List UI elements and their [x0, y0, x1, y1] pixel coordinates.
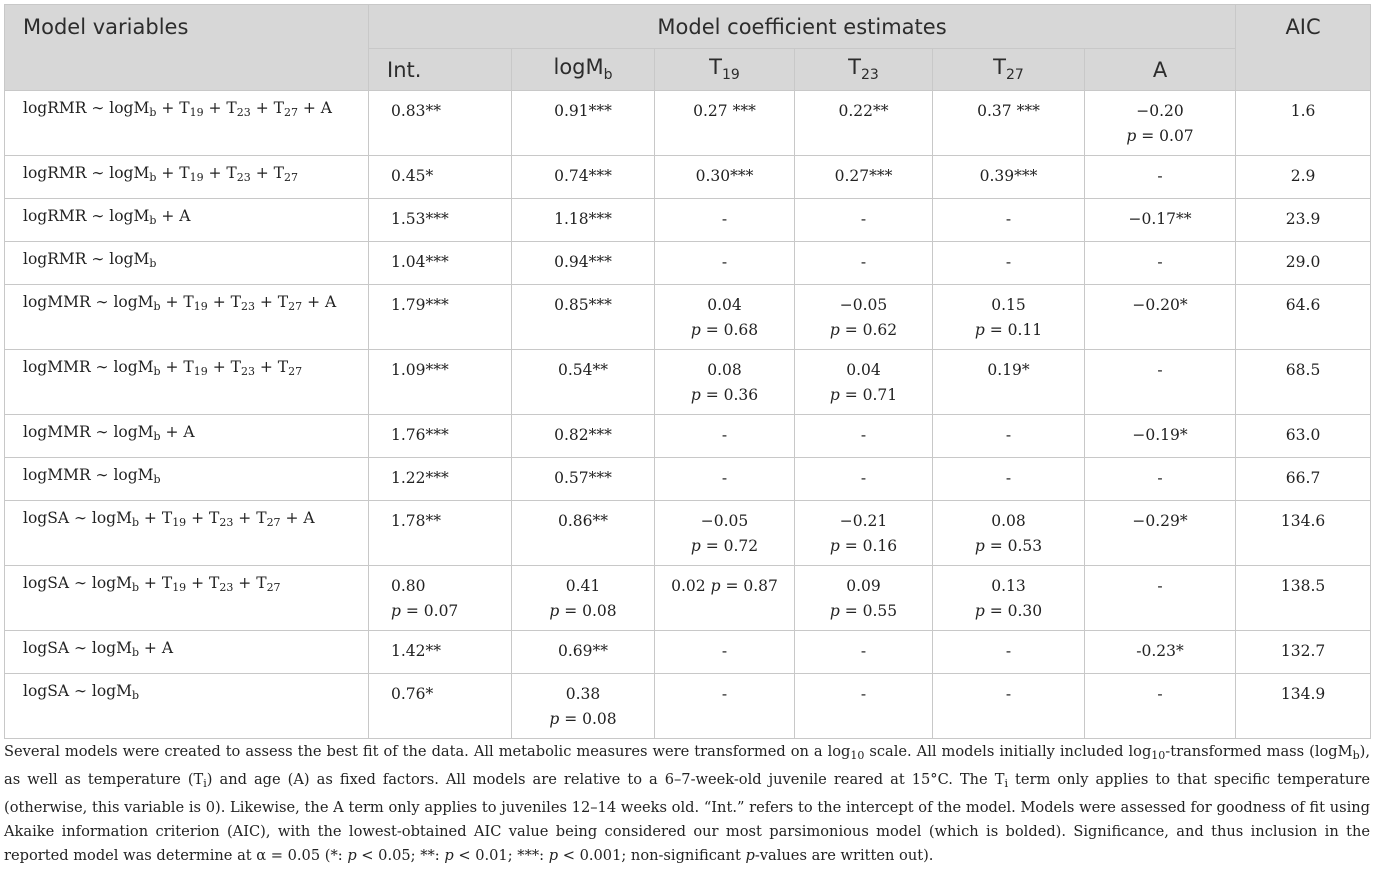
cell-aic: 23.9	[1236, 199, 1371, 242]
table-row	[5, 458, 1371, 501]
cell-t23: -	[795, 199, 933, 242]
cell-t23: -	[795, 242, 933, 285]
cell-logmb: 0.74***	[512, 156, 655, 199]
cell-t27: -	[933, 415, 1085, 458]
cell-logmb: 0.41 p = 0.08	[512, 566, 655, 631]
header-coefficient-estimates: Model coefficient estimates	[369, 5, 1236, 49]
model-formula: logRMR ∼ logM$_b$ + A	[5, 199, 369, 242]
model-formula: logMMR ∼ logM$_b$ + A	[5, 415, 369, 458]
cell-aic: 132.7	[1236, 631, 1371, 674]
cell-a: -	[1085, 350, 1236, 415]
cell-a: -	[1085, 458, 1236, 501]
cell-t27: -	[933, 242, 1085, 285]
table-row	[5, 285, 1371, 350]
model-formula: logSA ∼ $\log M_b + T_{19} + T_{23} + T_{27}$	[5, 566, 369, 631]
cell-logmb: 0.38 p = 0.08	[512, 674, 655, 739]
cell-int: 0.76*	[369, 674, 512, 739]
header-col-subscript: 19	[722, 67, 740, 84]
cell-int: 1.22***	[369, 458, 512, 501]
cell-int: 0.45*	[369, 156, 512, 199]
table-caption: Several models were created to assess the best fit of the data. All metabolic measures were transformed on a $\log_{10}$ scale. All models initially included $\log_{10}$-transformed mass (logM$_b$), as well as temperature $(T_i)$ and age (A) as fixed factors. All models are relative to a 6–7-week-old juvenile reared at 15°C. The $T_i$ term only applies to that specific temperature (otherwise, this variable is 0). Likewise, the A term only applies to juveniles 12–14 weeks old. “Int.” refers to the intercept of the model. Models were assessed for goodness of fit using Akaike information criterion (AIC), with the lowest-obtained AIC value being considered our most parsimonious model (which is bolded). Significance, and thus inclusion in the reported model was determine at α = 0.05 (*: p < 0.05; **: p < 0.01; ***: p < 0.001; non-significant p-values are written out).	[4, 743, 1370, 864]
cell-int: 1.79***	[369, 285, 512, 350]
cell-t23: −0.21 p = 0.16	[795, 501, 933, 566]
table-row	[5, 501, 1371, 566]
header-model-variables: Model variables	[5, 5, 369, 91]
header-col-label: T	[709, 55, 722, 80]
cell-int: 1.53***	[369, 199, 512, 242]
header-col-subscript: b	[603, 67, 613, 84]
cell-a: −0.20*	[1085, 285, 1236, 350]
cell-logmb: 0.54**	[512, 350, 655, 415]
header-col-t27	[933, 49, 1085, 91]
cell-t19: -	[655, 415, 795, 458]
cell-logmb: 0.91***	[512, 91, 655, 156]
cell-int: 1.42**	[369, 631, 512, 674]
cell-t27: 0.19*	[933, 350, 1085, 415]
cell-t23: -	[795, 458, 933, 501]
header-col-label: logM	[553, 55, 604, 80]
cell-aic: 134.9	[1236, 674, 1371, 739]
cell-int: 1.04***	[369, 242, 512, 285]
cell-t27: -	[933, 199, 1085, 242]
cell-int: 1.76***	[369, 415, 512, 458]
cell-t27: -	[933, 458, 1085, 501]
cell-t19: 0.04 p = 0.68	[655, 285, 795, 350]
header-col-logmb	[512, 49, 655, 91]
cell-a: −0.19*	[1085, 415, 1236, 458]
cell-t27: -	[933, 631, 1085, 674]
header-col-t19	[655, 49, 795, 91]
cell-int: 1.09***	[369, 350, 512, 415]
header-col-label: T	[848, 55, 861, 80]
cell-int: 0.83**	[369, 91, 512, 156]
table-row	[5, 631, 1371, 674]
cell-t19: -	[655, 458, 795, 501]
cell-logmb: 0.86**	[512, 501, 655, 566]
cell-t23: -	[795, 674, 933, 739]
cell-t23: -	[795, 631, 933, 674]
model-formula: logRMR ∼ logM$_b$	[5, 242, 369, 285]
table-row	[5, 415, 1371, 458]
cell-logmb: 1.18***	[512, 199, 655, 242]
cell-t19: -	[655, 631, 795, 674]
cell-int: 0.80 p = 0.07	[369, 566, 512, 631]
header-col-subscript: 27	[1006, 67, 1024, 84]
cell-t27: 0.15 p = 0.11	[933, 285, 1085, 350]
model-formula: logSA ∼ logM$_b$	[5, 674, 369, 739]
cell-t23: 0.09 p = 0.55	[795, 566, 933, 631]
header-col-subscript: 23	[861, 67, 879, 84]
cell-t19: 0.02 p = 0.87	[655, 566, 795, 631]
cell-t19: -	[655, 242, 795, 285]
cell-t27: 0.39***	[933, 156, 1085, 199]
cell-t23: 0.04 p = 0.71	[795, 350, 933, 415]
header-col-label: Int.	[387, 57, 422, 82]
cell-t23: −0.05 p = 0.62	[795, 285, 933, 350]
header-col-t23	[795, 49, 933, 91]
model-formula: logMMR ∼ $\log M_b + T_{19} + T_{23} + T_{27}$	[5, 350, 369, 415]
cell-t27: 0.37 ***	[933, 91, 1085, 156]
cell-t19: 0.08 p = 0.36	[655, 350, 795, 415]
cell-t23: -	[795, 415, 933, 458]
cell-a: -	[1085, 156, 1236, 199]
cell-aic: 64.6	[1236, 285, 1371, 350]
cell-t19: 0.27 ***	[655, 91, 795, 156]
cell-a: -0.23*	[1085, 631, 1236, 674]
cell-t23: 0.22**	[795, 91, 933, 156]
model-formula: logSA ∼ $\log M_b + T_{19} + T_{23} + T_{27} + A$	[5, 501, 369, 566]
cell-a: -	[1085, 242, 1236, 285]
cell-a: −0.20 p = 0.07	[1085, 91, 1236, 156]
table-row	[5, 674, 1371, 739]
coefficient-table	[4, 4, 1371, 739]
table-row	[5, 350, 1371, 415]
model-formula: logSA ∼ logM$_b$ + A	[5, 631, 369, 674]
cell-aic: 138.5	[1236, 566, 1371, 631]
cell-aic: 134.6	[1236, 501, 1371, 566]
model-formula: logRMR ∼ $\log M_b + T_{19} + T_{23} + T_{27} + A$	[5, 91, 369, 156]
header-col-a	[1085, 49, 1236, 91]
cell-t19: -	[655, 674, 795, 739]
model-formula: logMMR ∼ logM$_b$	[5, 458, 369, 501]
cell-aic: 63.0	[1236, 415, 1371, 458]
cell-aic: 66.7	[1236, 458, 1371, 501]
cell-aic: 2.9	[1236, 156, 1371, 199]
cell-t27: 0.08 p = 0.53	[933, 501, 1085, 566]
table-row	[5, 566, 1371, 631]
cell-t19: −0.05 p = 0.72	[655, 501, 795, 566]
header-col-int	[369, 49, 512, 91]
cell-a: −0.29*	[1085, 501, 1236, 566]
table-row	[5, 156, 1371, 199]
cell-t27: 0.13 p = 0.30	[933, 566, 1085, 631]
cell-aic: 1.6	[1236, 91, 1371, 156]
cell-a: -	[1085, 674, 1236, 739]
table-row	[5, 91, 1371, 156]
cell-aic: 29.0	[1236, 242, 1371, 285]
cell-logmb: 0.94***	[512, 242, 655, 285]
model-formula: logRMR ∼ $\log M_b + T_{19} + T_{23} + T_{27}$	[5, 156, 369, 199]
table-row	[5, 199, 1371, 242]
cell-t23: 0.27***	[795, 156, 933, 199]
cell-aic: 68.5	[1236, 350, 1371, 415]
table-row	[5, 242, 1371, 285]
cell-a: -	[1085, 566, 1236, 631]
cell-t19: 0.30***	[655, 156, 795, 199]
model-formula: logMMR ∼ $\log M_b + T_{19} + T_{23} + T_{27} + A$	[5, 285, 369, 350]
cell-logmb: 0.69**	[512, 631, 655, 674]
header-aic: AIC	[1236, 5, 1371, 91]
cell-int: 1.78**	[369, 501, 512, 566]
header-col-label: A	[1152, 57, 1168, 82]
cell-a: −0.17**	[1085, 199, 1236, 242]
cell-logmb: 0.82***	[512, 415, 655, 458]
cell-t27: -	[933, 674, 1085, 739]
cell-logmb: 0.57***	[512, 458, 655, 501]
cell-t19: -	[655, 199, 795, 242]
cell-logmb: 0.85***	[512, 285, 655, 350]
header-col-label: T	[993, 55, 1006, 80]
